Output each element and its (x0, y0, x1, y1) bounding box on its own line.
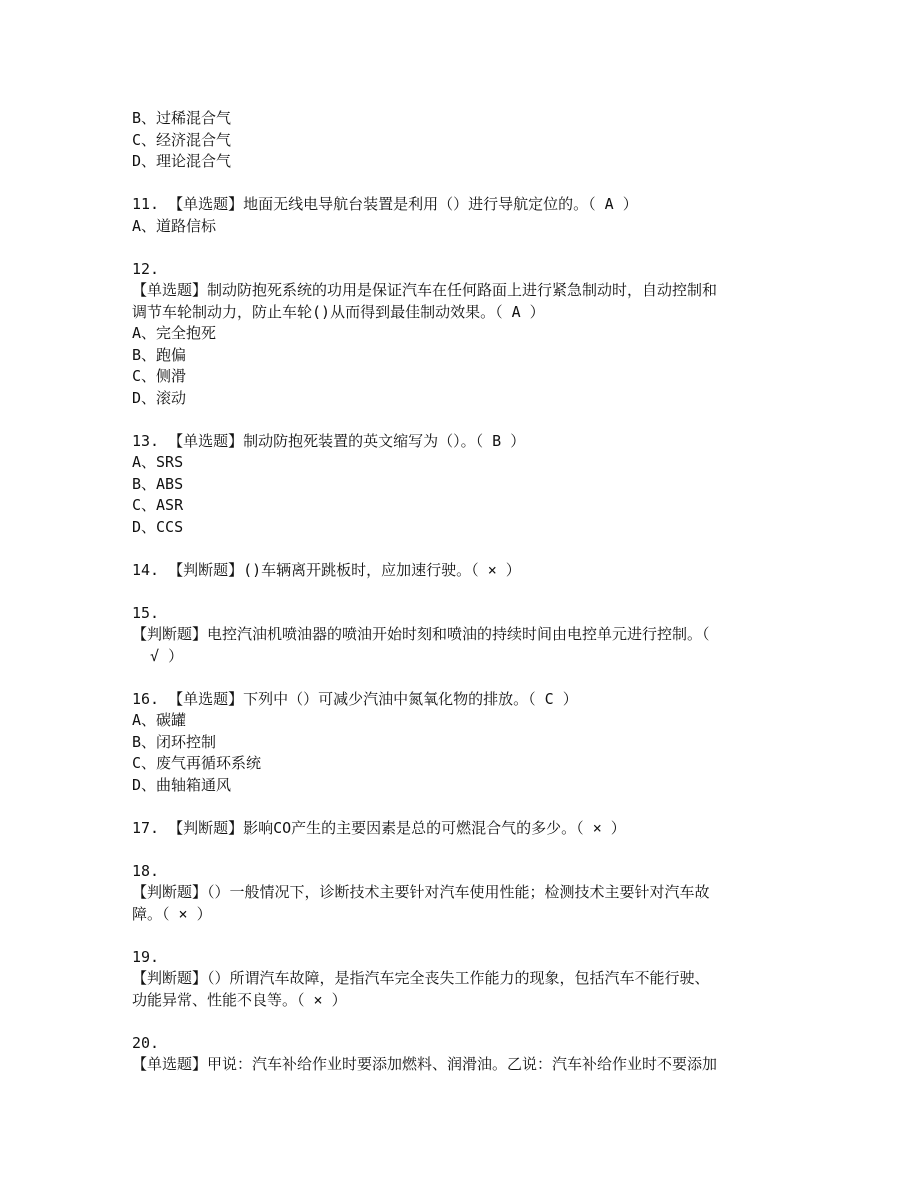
option-d: D、CCS (132, 517, 184, 536)
spacer (132, 409, 784, 431)
question-text-line-2: 调节车轮制动力，防止车轮()从而得到最佳制动效果。（ A ） (132, 302, 545, 321)
question-number: 15. (132, 603, 160, 622)
spacer (132, 538, 784, 560)
question-text-line-1: 【判断题】（）所谓汽车故障，是指汽车完全丧失工作能力的现象，包括汽车不能行驶、 (132, 969, 710, 987)
question-text-line-2: 障。（ × ） (132, 904, 212, 923)
option-a: A、道路信标 (132, 216, 217, 235)
question-18 (132, 861, 784, 926)
option-b: B、闭环控制 (132, 732, 217, 751)
question-text-line-1: 【单选题】甲说：汽车补给作业时要添加燃料、润滑油。乙说：汽车补给作业时不要添加 (132, 1055, 718, 1073)
question-list (132, 108, 784, 1076)
option-c: C、经济混合气 (132, 130, 232, 149)
option-a: A、SRS (132, 453, 184, 471)
question-17 (132, 818, 784, 840)
question-number: 20. (132, 1033, 160, 1052)
option-c: C、侧滑 (132, 367, 187, 385)
spacer (132, 667, 784, 689)
option-c: C、废气再循环系统 (132, 754, 262, 772)
option-c: C、ASR (132, 496, 184, 514)
question-text: 14. 【判断题】()车辆离开跳板时，应加速行驶。（ × ） (132, 560, 521, 579)
spacer (132, 237, 784, 259)
question-number: 19. (132, 947, 160, 966)
question-number: 18. (132, 861, 160, 880)
question-19 (132, 947, 784, 1012)
question-16 (132, 689, 784, 797)
option-b: B、过稀混合气 (132, 109, 232, 127)
question-text-line-1: 【判断题】（）一般情况下，诊断技术主要针对汽车使用性能；检测技术主要针对汽车故 (132, 883, 710, 901)
option-d: D、滚动 (132, 388, 187, 407)
question-text: 16. 【单选题】下列中（）可减少汽油中氮氧化物的排放。（ C ） (132, 689, 578, 708)
option-a: A、碳罐 (132, 711, 187, 729)
question-13 (132, 431, 784, 539)
question-text: 11. 【单选题】地面无线电导航台装置是利用（）进行导航定位的。（ A ） (132, 195, 638, 213)
question-text: 13. 【单选题】制动防抱死装置的英文缩写为（）。（ B ） (132, 431, 526, 450)
question-20 (132, 1033, 784, 1076)
question-14 (132, 560, 784, 582)
question-12 (132, 259, 784, 410)
question-number: 12. (132, 259, 160, 278)
spacer (132, 581, 784, 603)
question-text: 17. 【判断题】影响CO产生的主要因素是总的可燃混合气的多少。（ × ） (132, 818, 626, 837)
option-b: B、ABS (132, 474, 184, 493)
spacer (132, 173, 784, 195)
option-a: A、完全抱死 (132, 324, 217, 342)
spacer (132, 1011, 784, 1033)
question-11 (132, 194, 784, 237)
question-10-options (132, 108, 784, 173)
spacer (132, 925, 784, 947)
question-text-line-1: 【单选题】制动防抱死系统的功用是保证汽车在任何路面上进行紧急制动时，自动控制和 (132, 281, 718, 299)
option-b: B、跑偏 (132, 345, 187, 364)
spacer (132, 839, 784, 861)
question-text-line-2: √ ） (132, 646, 184, 665)
option-d: D、理论混合气 (132, 152, 232, 170)
spacer (132, 796, 784, 818)
option-d: D、曲轴箱通风 (132, 775, 232, 794)
question-15 (132, 603, 784, 668)
question-text-line-2: 功能异常、性能不良等。（ × ） (132, 990, 347, 1009)
question-text-line-1: 【判断题】电控汽油机喷油器的喷油开始时刻和喷油的持续时间由电控单元进行控制。（ (132, 625, 710, 643)
